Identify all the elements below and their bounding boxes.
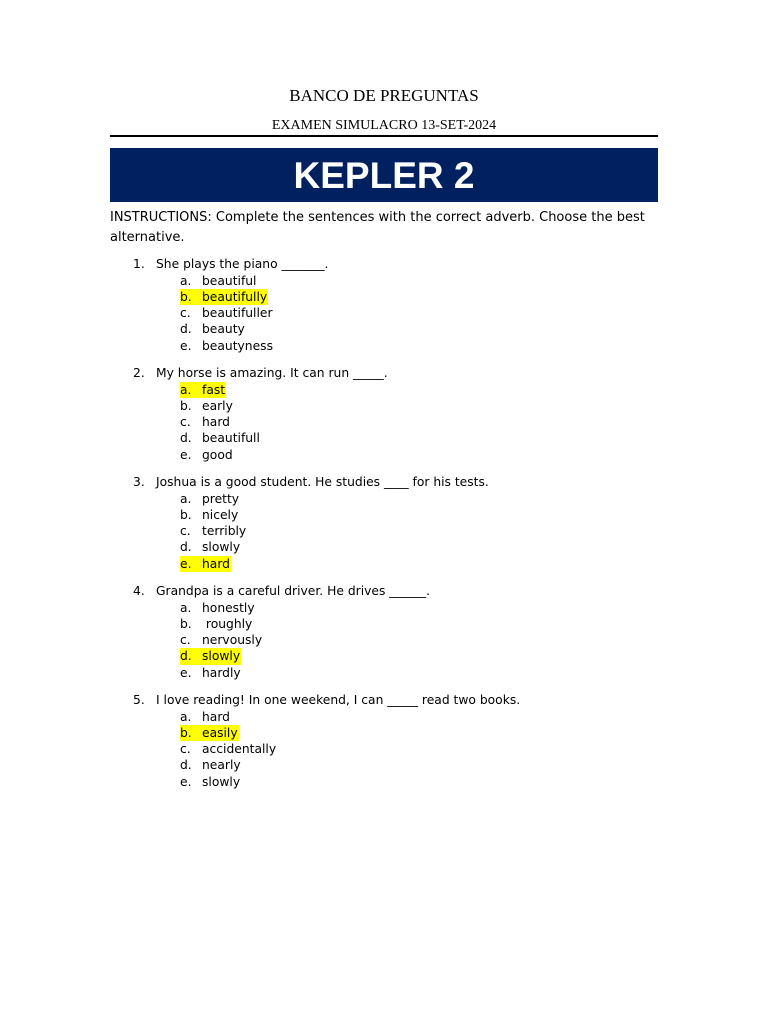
answer-option xyxy=(180,338,274,354)
option-letter: c. xyxy=(180,306,191,321)
question-text: Joshua is a good student. He studies ____ for his tests. xyxy=(156,475,489,489)
answer-option xyxy=(180,523,247,539)
instructions-text: INSTRUCTIONS: Complete the sentences with the correct adverb. Choose the best alternative. xyxy=(110,210,645,245)
option-text: pretty xyxy=(202,491,240,506)
answer-option xyxy=(180,273,257,289)
question-text: I love reading! In one weekend, I can _____ read two books. xyxy=(156,693,521,707)
option-text: slowly xyxy=(202,540,241,555)
option-wrap xyxy=(180,774,241,790)
question-2 xyxy=(0,365,768,474)
question-text: My horse is amazing. It can run _____. xyxy=(156,366,388,380)
option-text: terribly xyxy=(202,524,247,539)
question-number: 4. xyxy=(133,584,145,598)
answer-option xyxy=(180,414,231,430)
option-text: beautyness xyxy=(202,338,273,353)
answer-option-correct xyxy=(180,382,226,398)
answer-highlight xyxy=(180,289,268,305)
answer-highlight xyxy=(180,556,231,572)
answer-option xyxy=(180,616,253,632)
question-1 xyxy=(0,256,768,365)
option-text: hard xyxy=(202,415,230,430)
option-text: accidentally xyxy=(202,742,277,757)
option-text: nervously xyxy=(202,633,263,648)
option-wrap xyxy=(180,523,247,539)
answer-option-correct xyxy=(180,725,239,741)
answer-highlight xyxy=(180,725,239,741)
answer-option xyxy=(180,665,242,681)
question-number: 3. xyxy=(133,475,145,489)
option-letter: b. xyxy=(180,289,192,304)
option-wrap xyxy=(180,273,257,289)
question-number: 2. xyxy=(133,366,145,380)
option-letter: a. xyxy=(180,273,192,288)
question-3 xyxy=(0,474,768,583)
question-number: 5. xyxy=(133,693,145,707)
option-text: nearly xyxy=(202,758,241,773)
option-letter: e. xyxy=(180,338,192,353)
option-wrap xyxy=(180,305,274,321)
option-wrap xyxy=(180,539,241,555)
option-text: honestly xyxy=(202,600,255,615)
option-letter: d. xyxy=(180,649,192,664)
answer-option xyxy=(180,321,246,337)
option-wrap xyxy=(180,616,253,632)
option-letter: d. xyxy=(180,758,192,773)
option-text: beautifuller xyxy=(202,306,273,321)
answer-option xyxy=(180,757,242,773)
option-wrap xyxy=(180,491,240,507)
option-wrap xyxy=(180,398,234,414)
option-text: beautiful xyxy=(202,273,257,288)
kepler-banner: KEPLER 2 xyxy=(110,148,658,202)
option-letter: b. xyxy=(180,725,192,740)
option-letter: a. xyxy=(180,382,192,397)
option-letter: e. xyxy=(180,447,192,462)
option-text: hardly xyxy=(202,665,241,680)
answer-option xyxy=(180,632,263,648)
answer-highlight xyxy=(180,648,241,664)
option-letter: b. xyxy=(180,398,192,413)
answer-option xyxy=(180,507,239,523)
answer-option xyxy=(180,774,241,790)
option-text: early xyxy=(202,398,233,413)
option-text: hard xyxy=(202,556,230,571)
answer-option xyxy=(180,709,231,725)
option-letter: a. xyxy=(180,491,192,506)
answer-option xyxy=(180,430,261,446)
option-wrap xyxy=(180,447,234,463)
option-letter: d. xyxy=(180,322,192,337)
option-letter: c. xyxy=(180,633,191,648)
answer-option-correct xyxy=(180,648,241,664)
question-text: Grandpa is a careful driver. He drives ______. xyxy=(156,584,431,598)
header-divider xyxy=(110,135,658,137)
option-text: good xyxy=(202,447,233,462)
document-title: BANCO DE PREGUNTAS xyxy=(289,86,479,105)
option-text: roughly xyxy=(202,616,253,631)
option-text: slowly xyxy=(202,649,241,664)
option-text: nicely xyxy=(202,507,239,522)
option-letter: d. xyxy=(180,431,192,446)
answer-option xyxy=(180,305,274,321)
answer-option-correct xyxy=(180,556,231,572)
question-text: She plays the piano _______. xyxy=(156,257,329,271)
option-text: hard xyxy=(202,709,230,724)
option-wrap xyxy=(180,338,274,354)
option-letter: e. xyxy=(180,665,192,680)
option-wrap xyxy=(180,632,263,648)
option-wrap xyxy=(180,321,246,337)
answer-option xyxy=(180,447,234,463)
option-text: easily xyxy=(202,725,238,740)
option-text: slowly xyxy=(202,774,241,789)
question-4 xyxy=(0,583,768,692)
option-text: beautifully xyxy=(202,289,268,304)
answer-option-correct xyxy=(180,289,268,305)
option-wrap xyxy=(180,741,277,757)
option-letter: b. xyxy=(180,616,192,631)
option-letter: c. xyxy=(180,415,191,430)
option-letter: d. xyxy=(180,540,192,555)
answer-option xyxy=(180,600,256,616)
answer-option xyxy=(180,539,241,555)
option-wrap xyxy=(180,665,242,681)
option-letter: c. xyxy=(180,742,191,757)
answer-option xyxy=(180,491,240,507)
option-wrap xyxy=(180,757,242,773)
document-subtitle: EXAMEN SIMULACRO 13-SET-2024 xyxy=(271,118,497,133)
question-list xyxy=(0,256,768,801)
option-letter: b. xyxy=(180,507,192,522)
option-text: fast xyxy=(202,382,226,397)
option-letter: a. xyxy=(180,600,192,615)
option-letter: e. xyxy=(180,774,192,789)
option-letter: e. xyxy=(180,556,192,571)
question-number: 1. xyxy=(133,257,145,271)
question-5 xyxy=(0,692,768,801)
option-wrap xyxy=(180,709,231,725)
option-wrap xyxy=(180,507,239,523)
option-text: beauty xyxy=(202,322,245,337)
option-text: beautifull xyxy=(202,431,260,446)
option-letter: a. xyxy=(180,709,192,724)
answer-highlight xyxy=(180,382,226,398)
option-letter: c. xyxy=(180,524,191,539)
option-wrap xyxy=(180,414,231,430)
answer-option xyxy=(180,398,234,414)
answer-option xyxy=(180,741,277,757)
option-wrap xyxy=(180,600,256,616)
option-wrap xyxy=(180,430,261,446)
